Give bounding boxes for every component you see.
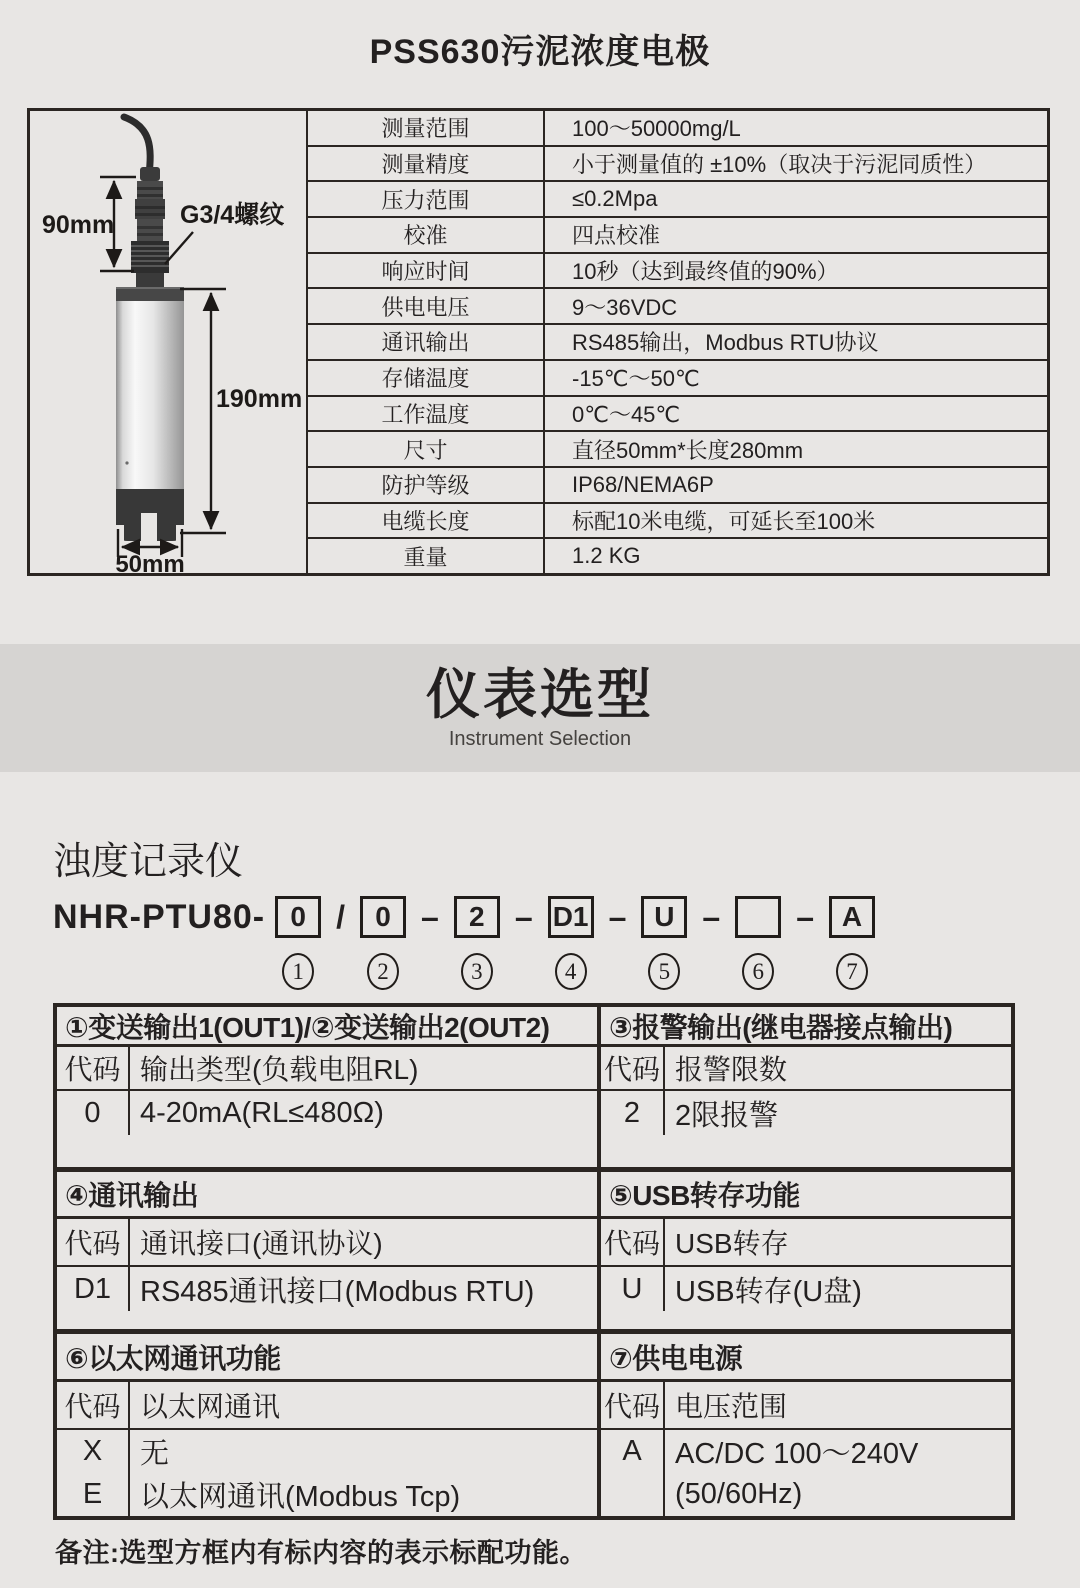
model-code-box-7: A — [829, 896, 875, 938]
table-row — [308, 289, 1047, 325]
model-selection — [53, 841, 875, 990]
model-code-group-7 — [829, 896, 875, 990]
desc-column-label: USB转存 — [675, 1228, 789, 1259]
model-code-box-6 — [735, 896, 781, 938]
table-row — [308, 504, 1047, 540]
section3-right-header: ⑦供电电源 — [601, 1334, 1011, 1382]
table-row — [308, 111, 1047, 147]
table-row — [601, 1382, 1011, 1430]
circle-number-6: 6 — [742, 953, 774, 990]
table-row — [601, 1219, 1011, 1267]
dim-label-50mm: 50mm — [115, 551, 185, 578]
table-row — [57, 1091, 597, 1167]
desc-column-label: 电压范围 — [675, 1391, 788, 1422]
model-code-line — [53, 896, 875, 990]
thread-label: G3/4螺纹 — [180, 201, 285, 229]
table-row — [601, 1267, 1011, 1329]
table-row — [601, 1430, 1011, 1516]
desc-column-label: 输出类型(负载电阻RL) — [140, 1054, 419, 1085]
option-desc: USB转存(U盘) — [675, 1275, 862, 1308]
table-row — [308, 254, 1047, 290]
circle-number-3: 3 — [461, 953, 493, 990]
model-code-group-6 — [735, 896, 781, 990]
spec-label: 通讯输出 — [308, 325, 545, 359]
spec-value: 10秒（达到最终值的90%） — [572, 259, 839, 285]
model-code-sep: – — [421, 899, 439, 935]
selection-section-3 — [57, 1329, 1011, 1516]
spec-label: 测量范围 — [308, 111, 545, 145]
section3-left — [57, 1334, 601, 1516]
spec-value: 小于测量值的 ±10%（取决于污泥同质性） — [572, 152, 987, 178]
option-desc: RS485通讯接口(Modbus RTU) — [140, 1275, 535, 1308]
spec-value: 四点校准 — [572, 223, 661, 249]
option-desc: AC/DC 100～240V (50/60Hz) — [675, 1438, 919, 1510]
model-code-box-3: 2 — [454, 896, 500, 938]
spec-value: -15℃～50℃ — [572, 366, 700, 392]
model-code-sep: / — [336, 899, 346, 935]
spec-value: 标配10米电缆，可延长至100米 — [572, 508, 876, 534]
model-code-box-2: 0 — [360, 896, 406, 938]
section1-right-header: ③报警输出(继电器接点输出) — [601, 1007, 1011, 1047]
table-row — [601, 1091, 1011, 1167]
spec-value: 9～36VDC — [572, 294, 678, 320]
spec-value: 0℃～45℃ — [572, 401, 681, 427]
page-title: PSS630污泥浓度电极 — [369, 33, 711, 71]
model-code-sep: – — [608, 899, 627, 935]
banner-title: 仪表选型 — [426, 665, 654, 725]
option-code: D1 — [57, 1267, 130, 1311]
code-column-label: 代码 — [57, 1047, 130, 1089]
option-code: A — [601, 1430, 665, 1516]
option-code: U — [601, 1267, 665, 1311]
table-row — [308, 147, 1047, 183]
section1-left — [57, 1007, 601, 1167]
option-code: 2 — [601, 1091, 665, 1135]
table-row — [308, 182, 1047, 218]
circle-number-5: 5 — [648, 953, 680, 990]
code-column-label: 代码 — [601, 1047, 665, 1089]
table-row — [308, 325, 1047, 361]
table-row — [57, 1267, 597, 1329]
circle-number-4: 4 — [555, 953, 587, 990]
model-code-sep: – — [514, 899, 533, 935]
spec-label: 重量 — [308, 539, 545, 573]
model-code-group-5 — [641, 896, 687, 990]
table-row — [57, 1382, 597, 1430]
sensor-illustration — [30, 111, 306, 573]
section1-left-header: ①变送输出1(OUT1)/②变送输出2(OUT2) — [57, 1007, 597, 1047]
section-banner — [0, 644, 1080, 772]
spec-label: 尺寸 — [308, 432, 545, 466]
sensor-cable — [124, 117, 150, 175]
option-desc: 4-20mA(RL≤480Ω) — [140, 1096, 384, 1129]
model-code-sep: – — [796, 899, 814, 935]
circle-number-1: 1 — [282, 953, 314, 990]
section1-right — [601, 1007, 1011, 1167]
model-code-box-5: U — [641, 896, 687, 938]
spec-label: 电缆长度 — [308, 504, 545, 538]
model-code-sep: – — [702, 899, 721, 935]
table-row — [57, 1219, 597, 1267]
model-code-box-4: D1 — [548, 896, 594, 938]
section2-right-header: ⑤USB转存功能 — [601, 1172, 1011, 1219]
spec-label: 存储温度 — [308, 361, 545, 395]
option-code: X E — [57, 1430, 130, 1516]
spec-label: 防护等级 — [308, 468, 545, 502]
spec-label: 响应时间 — [308, 254, 545, 288]
spec-label: 供电电压 — [308, 289, 545, 323]
code-column-label: 代码 — [601, 1219, 665, 1265]
table-row — [308, 218, 1047, 254]
selection-section-1 — [57, 1007, 1011, 1167]
spec-value: ≤0.2Mpa — [572, 186, 658, 212]
spec-rows — [308, 111, 1047, 573]
selection-table — [53, 1003, 1015, 1520]
circle-number-2: 2 — [367, 953, 399, 990]
section2-left-header: ④通讯输出 — [57, 1172, 597, 1219]
spec-table — [27, 108, 1050, 576]
option-desc: 无 以太网通讯(Modbus Tcp) — [140, 1438, 461, 1513]
selection-section-2 — [57, 1167, 1011, 1329]
desc-column-label: 通讯接口(通讯协议) — [140, 1228, 383, 1259]
spec-value: RS485输出，Modbus RTU协议 — [572, 330, 879, 356]
spec-value: 1.2 KG — [572, 543, 641, 569]
table-row — [308, 539, 1047, 573]
section2-right — [601, 1172, 1011, 1329]
code-column-label: 代码 — [601, 1382, 665, 1428]
dim-label-90mm: 90mm — [42, 211, 115, 239]
model-code-group-3 — [454, 896, 500, 990]
section2-left — [57, 1172, 601, 1329]
code-column-label: 代码 — [57, 1382, 130, 1428]
table-row — [308, 361, 1047, 397]
product-figure-cell — [30, 111, 308, 578]
spec-value: 100～50000mg/L — [572, 116, 741, 142]
table-row — [57, 1047, 597, 1091]
option-desc: 2限报警 — [675, 1099, 779, 1132]
model-code-group-2 — [360, 896, 406, 990]
banner-subtitle: Instrument Selection — [448, 728, 632, 750]
spec-label: 测量精度 — [308, 147, 545, 181]
option-code: 0 — [57, 1091, 130, 1135]
code-column-label: 代码 — [57, 1219, 130, 1265]
section3-right — [601, 1334, 1011, 1516]
desc-column-label: 报警限数 — [675, 1054, 788, 1085]
table-row — [308, 468, 1047, 504]
spec-value: 直径50mm*长度280mm — [572, 437, 804, 463]
table-row — [308, 397, 1047, 433]
spec-label: 校准 — [308, 218, 545, 252]
model-code-group-1 — [275, 896, 321, 990]
model-prefix: NHR-PTU80- — [53, 898, 266, 936]
table-row — [308, 432, 1047, 468]
spec-value: IP68/NEMA6P — [572, 471, 714, 497]
model-code-group-4 — [548, 896, 594, 990]
spec-label: 工作温度 — [308, 397, 545, 431]
spec-label: 压力范围 — [308, 182, 545, 216]
footnote: 备注:选型方框内有标内容的表示标配功能。 — [55, 1538, 587, 1568]
table-row — [601, 1047, 1011, 1091]
circle-number-7: 7 — [836, 953, 868, 990]
model-code-box-1: 0 — [275, 896, 321, 938]
section3-left-header: ⑥以太网通讯功能 — [57, 1334, 597, 1382]
dim-label-190mm: 190mm — [216, 385, 303, 413]
desc-column-label: 以太网通讯 — [140, 1391, 281, 1422]
product-name: 浊度记录仪 — [53, 841, 244, 883]
table-row — [57, 1430, 597, 1516]
